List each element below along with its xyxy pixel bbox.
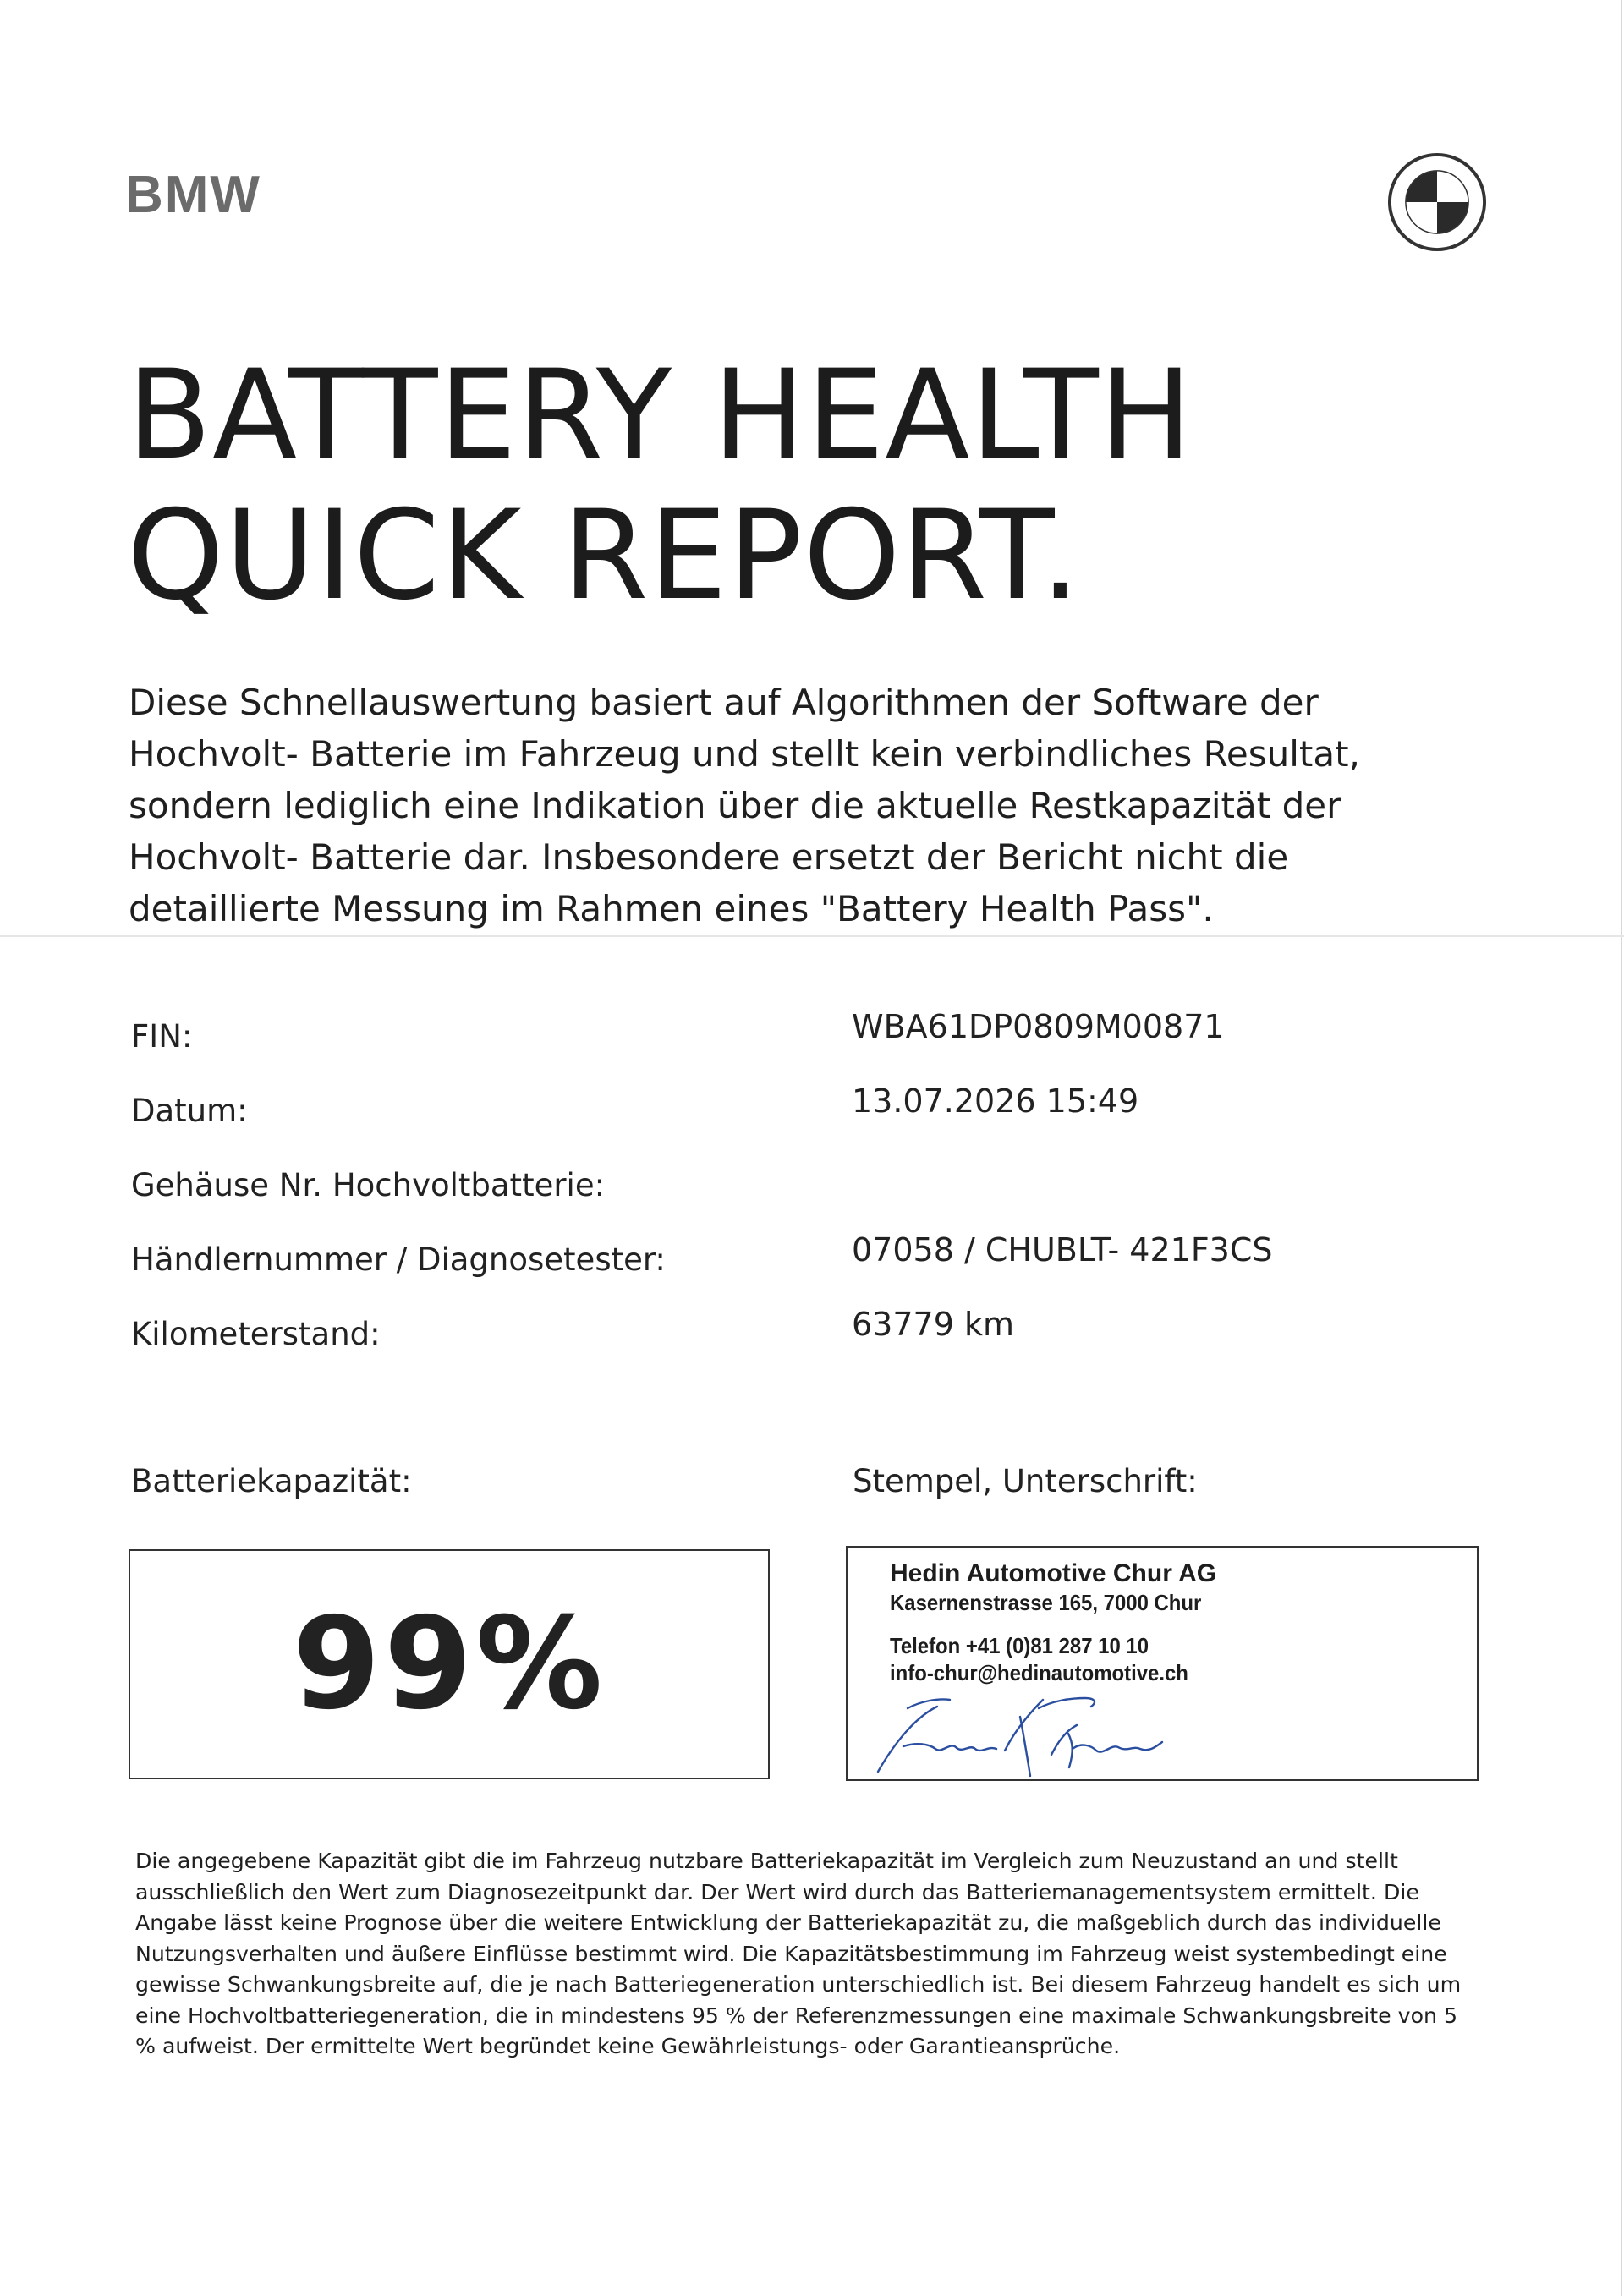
date-value: 13.07.2026 15:49 [852,1082,1139,1120]
title-line-1: BATTERY HEALTH [127,343,1193,487]
handwritten-signature [870,1683,1208,1784]
stamp-company: Hedin Automotive Chur AG [890,1559,1217,1587]
battery-housing-label: Gehäuse Nr. Hochvoltbatterie: [131,1167,606,1203]
stamp-phone: Telefon +41 (0)81 287 10 10 [890,1633,1149,1658]
detail-row-battery-housing [131,1157,1400,1231]
capacity-value: 99% [292,1591,606,1738]
detail-row-date [131,1082,1400,1157]
detail-row-mileage [131,1306,1400,1380]
dealer-value: 07058 / CHUBLT- 421F3CS [852,1231,1273,1269]
mileage-value: 63779 km [852,1306,1014,1343]
date-label: Datum: [131,1093,248,1129]
scan-edge [1621,0,1622,2296]
intro-paragraph: Diese Schnellauswertung basiert auf Algorithmen der Software der Hochvolt- Batterie im Fahrzeug und stellt kein verbindliches Resultat, sondern lediglich eine Indikation über die aktuelle Restkapazität der Hochvolt- Batterie dar. Insbesondere ersetzt der Bericht nicht die detaillierte Messung im Rahmen eines "Battery Health Pass". [129,682,1360,929]
detail-row-dealer [131,1231,1400,1306]
dealer-label: Händlernummer / Diagnosetester: [131,1241,666,1278]
stamp-email: info-chur@hedinautomotive.ch [890,1660,1188,1685]
stamp-label: Stempel, Unterschrift: [853,1463,1198,1499]
brand-wordmark: BMW [125,166,261,224]
disclaimer-text: Die angegebene Kapazität gibt die im Fahrzeug nutzbare Batteriekapazität im Vergleich zum Neuzustand an und stellt ausschließlich den Wert zum Diagnosezeitpunkt dar. Der Wert wird durch das Batteriemanagementsystem ermittelt. Die Angabe lässt keine Prognose über die weitere Entwicklung der Batteriekapazität zu, die maßgeblich durch das individuelle Nutzungsverhalten und äußere Einflüsse bestimmt wird. Die Kapazitätsbestimmung im Fahrzeug weist systembedingt eine gewisse Schwankungsbreite auf, die je nach Batteriegeneration unterschiedlich ist. Bei diesem Fahrzeug handelt es sich um eine Hochvoltbatteriegeneration, die in mindestens 95 % der Referenzmessungen eine maximale Schwankungsbreite von 5 % aufweist. Der ermittelte Wert begründet keine Gewährleistungs- oder Garantieansprüche. [135,1849,1462,2058]
stamp-address: Kasernenstrasse 165, 7000 Chur [890,1590,1202,1615]
fold-line [0,935,1624,937]
mileage-label: Kilometerstand: [131,1316,381,1352]
vehicle-details [131,1008,1400,1380]
capacity-label: Batteriekapazität: [131,1463,412,1499]
capacity-box [129,1549,770,1779]
brand-roundel-icon [1387,152,1487,252]
title-line-2: QUICK REPORT. [127,484,1081,627]
report-title [127,345,1193,626]
fin-value: WBA61DP0809M00871 [852,1008,1225,1045]
stamp-text [890,1559,1228,1686]
detail-row-fin [131,1008,1400,1082]
fin-label: FIN: [131,1018,193,1055]
